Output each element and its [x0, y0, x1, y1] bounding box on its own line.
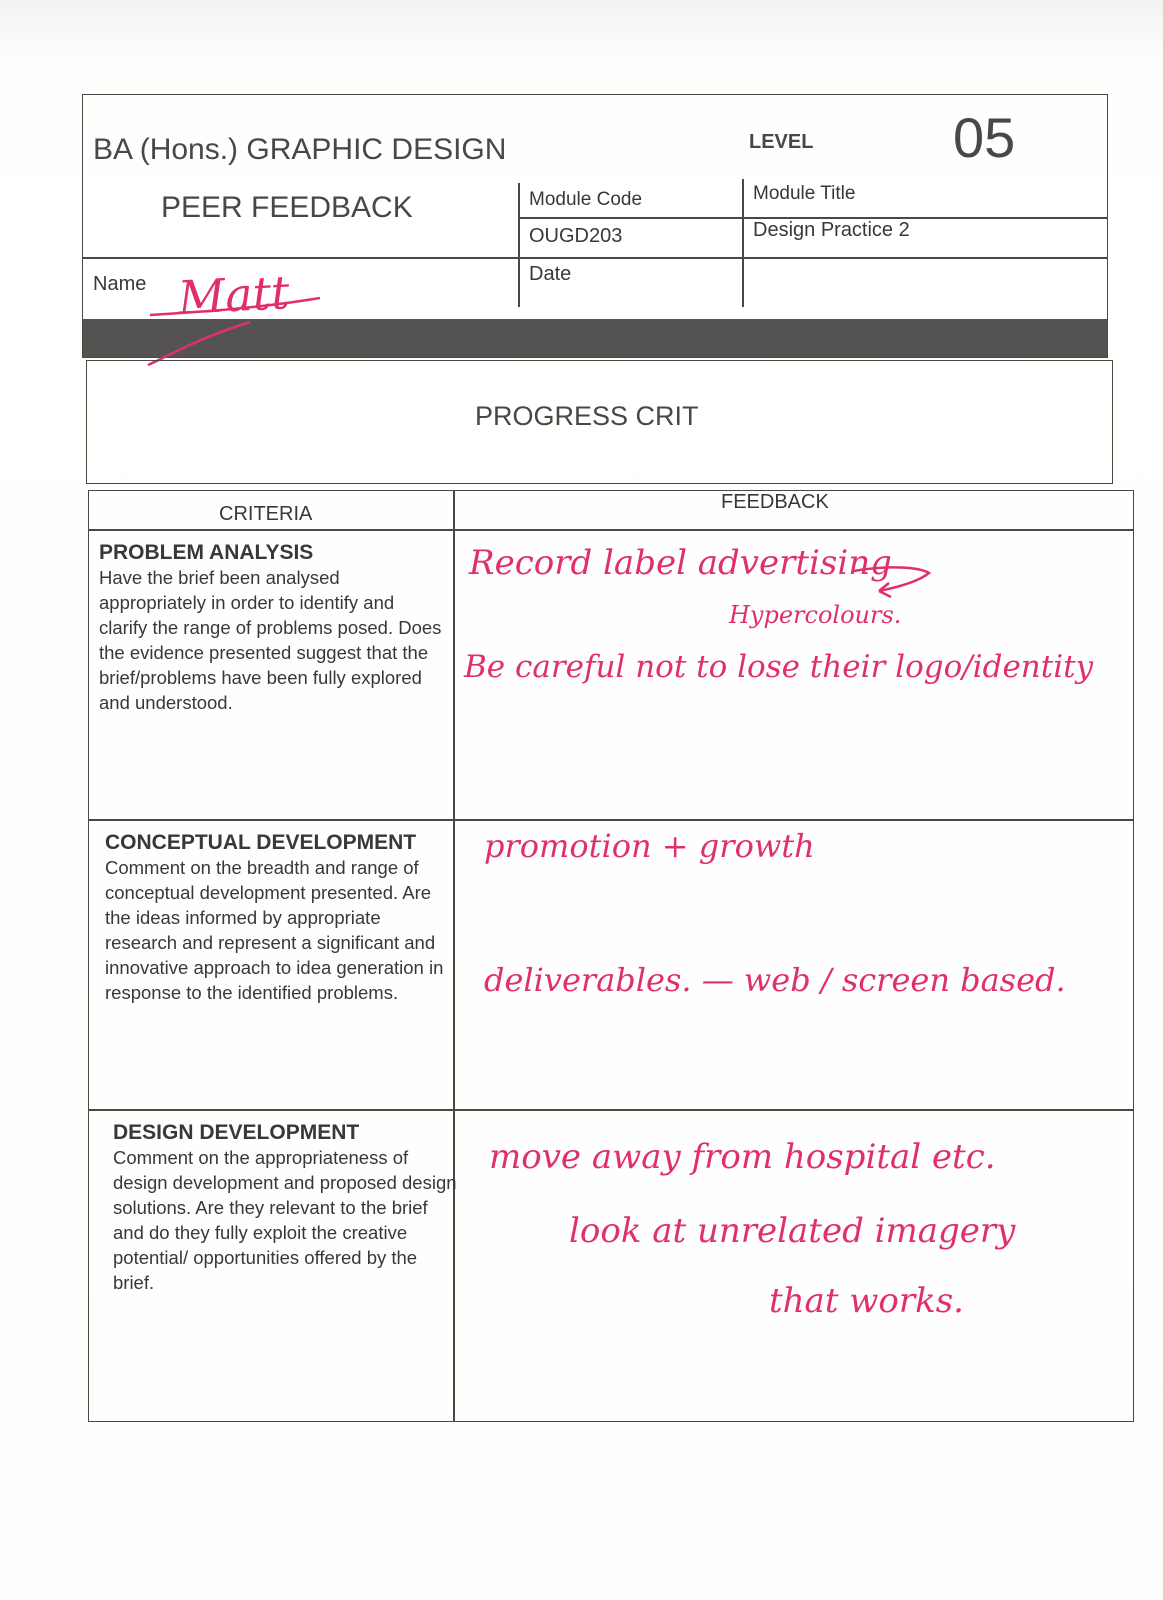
name-value: Matt	[176, 265, 291, 325]
program-title: BA (Hons.) GRAPHIC DESIGN	[93, 133, 507, 166]
feedback-header: FEEDBACK	[721, 491, 829, 513]
level-value: 05	[953, 106, 1016, 169]
criteria-table	[88, 490, 1134, 1422]
criteria-title: PROBLEM ANALYSIS	[99, 541, 314, 564]
feedback-line: that works.	[769, 1281, 964, 1321]
arrow-icon	[849, 561, 939, 611]
feedback-line: Hypercolours.	[729, 601, 902, 629]
feedback-line: deliverables. — web / screen based.	[484, 961, 1066, 999]
criteria-description: Have the brief been analysed appropriately in order to identify and clarify the range of problems posed. Does the evidence presented suggest that the brief/problems have been fully explored and understood.	[99, 567, 442, 713]
module-title-value: Design Practice 2	[753, 219, 910, 241]
criteria-title: CONCEPTUAL DEVELOPMENT	[105, 831, 417, 854]
table-row	[105, 831, 450, 1005]
module-code-label: Module Code	[529, 189, 643, 210]
feedback-line: promotion + growth	[484, 827, 815, 865]
feedback-line: Be careful not to lose their logo/identity	[464, 649, 1094, 685]
criteria-description: Comment on the appropriateness of design development and proposed design solutions. Are they relevant to the brief and do they fully exploit the creative potential/ opportunities offered by the brief.	[113, 1147, 457, 1293]
section-box	[86, 360, 1113, 484]
module-code-value: OUGD203	[529, 225, 623, 247]
date-label: Date	[529, 263, 572, 285]
section-title: PROGRESS CRIT	[475, 401, 699, 431]
criteria-title: DESIGN DEVELOPMENT	[113, 1121, 360, 1144]
criteria-description: Comment on the breadth and range of conceptual development presented. Are the ideas informed by appropriate research and represent a significant and innovative approach to idea generation in response to the identified problems.	[105, 857, 444, 1003]
form-title: PEER FEEDBACK	[161, 191, 413, 224]
name-label: Name	[93, 273, 147, 295]
feedback-line: look at unrelated imagery	[569, 1211, 1016, 1251]
feedback-line: Record label advertising	[469, 543, 892, 583]
level-label: LEVEL	[749, 131, 814, 153]
feedback-line: move away from hospital etc.	[489, 1137, 996, 1177]
criteria-header: CRITERIA	[219, 503, 313, 525]
table-row	[99, 541, 444, 715]
table-row	[113, 1121, 458, 1295]
module-title-label: Module Title	[753, 183, 856, 204]
